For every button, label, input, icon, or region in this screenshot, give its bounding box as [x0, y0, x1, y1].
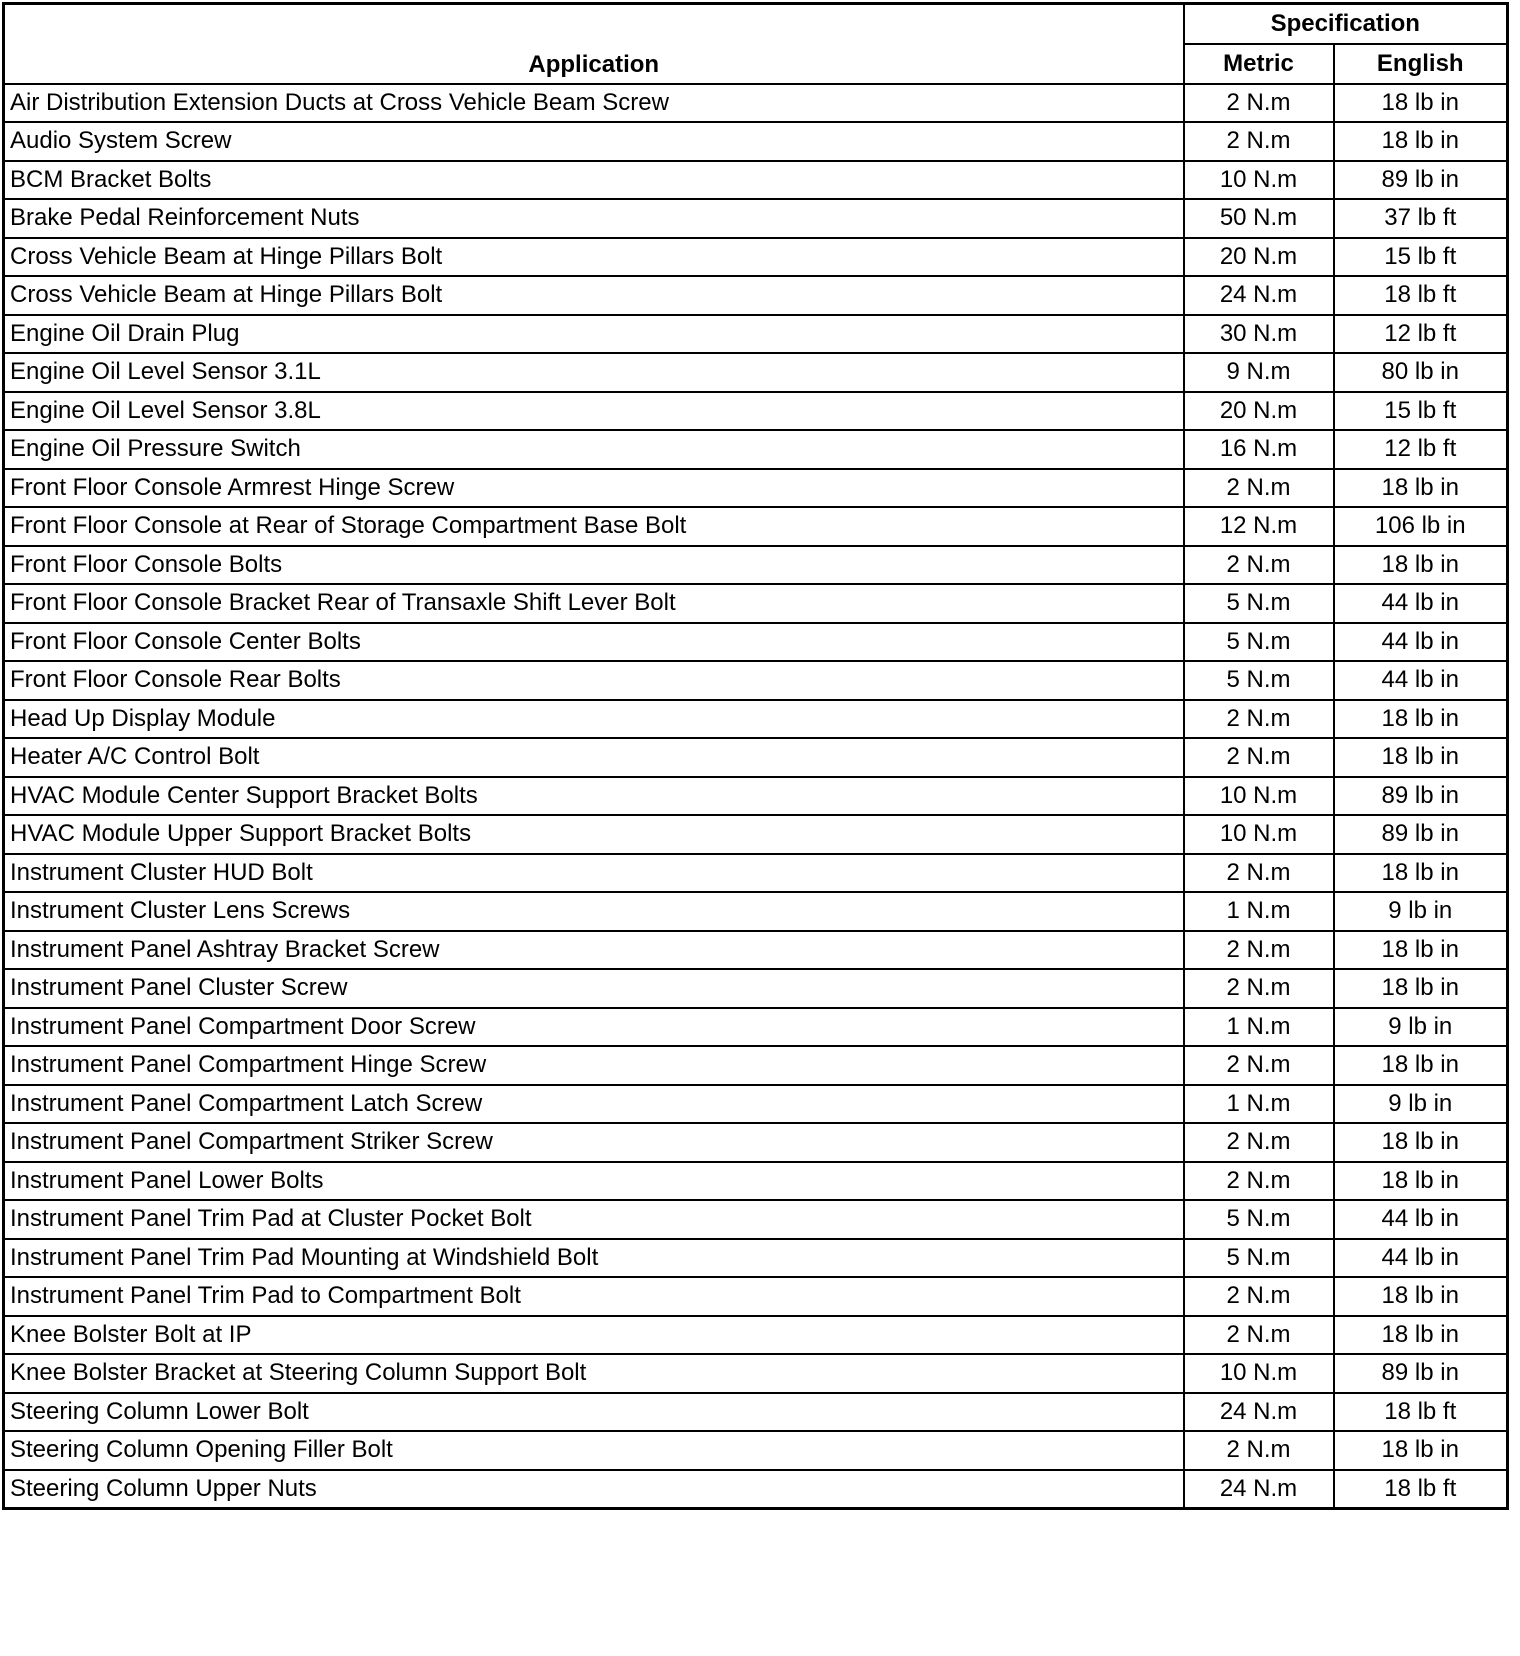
- cell-application: Instrument Panel Lower Bolts: [4, 1162, 1184, 1201]
- cell-metric: 20 N.m: [1184, 238, 1334, 277]
- table-row: [4, 1316, 1508, 1355]
- cell-metric: 24 N.m: [1184, 1393, 1334, 1432]
- cell-metric: 2 N.m: [1184, 738, 1334, 777]
- cell-metric: 10 N.m: [1184, 777, 1334, 816]
- cell-metric: 12 N.m: [1184, 507, 1334, 546]
- cell-english: 89 lb in: [1334, 815, 1508, 854]
- cell-metric: 2 N.m: [1184, 931, 1334, 970]
- cell-metric: 24 N.m: [1184, 276, 1334, 315]
- cell-english: 18 lb in: [1334, 1046, 1508, 1085]
- table-row: [4, 1085, 1508, 1124]
- table-row: [4, 199, 1508, 238]
- header-row-top: [4, 4, 1508, 44]
- cell-english: 9 lb in: [1334, 1085, 1508, 1124]
- table-row: [4, 507, 1508, 546]
- cell-english: 18 lb in: [1334, 700, 1508, 739]
- table-row: [4, 623, 1508, 662]
- cell-metric: 2 N.m: [1184, 1123, 1334, 1162]
- cell-metric: 2 N.m: [1184, 84, 1334, 123]
- cell-english: 89 lb in: [1334, 1354, 1508, 1393]
- table-row: [4, 161, 1508, 200]
- cell-metric: 2 N.m: [1184, 469, 1334, 508]
- table-row: [4, 584, 1508, 623]
- table-row: [4, 315, 1508, 354]
- cell-application: Instrument Panel Trim Pad at Cluster Pocket Bolt: [4, 1200, 1184, 1239]
- cell-english: 18 lb in: [1334, 1277, 1508, 1316]
- cell-english: 44 lb in: [1334, 623, 1508, 662]
- cell-metric: 10 N.m: [1184, 1354, 1334, 1393]
- cell-english: 18 lb in: [1334, 1123, 1508, 1162]
- cell-english: 44 lb in: [1334, 1200, 1508, 1239]
- cell-application: Instrument Panel Trim Pad to Compartment Bolt: [4, 1277, 1184, 1316]
- table-row: [4, 661, 1508, 700]
- cell-metric: 24 N.m: [1184, 1470, 1334, 1509]
- cell-english: 18 lb ft: [1334, 1470, 1508, 1509]
- header-metric: Metric: [1184, 44, 1334, 84]
- cell-metric: 1 N.m: [1184, 892, 1334, 931]
- cell-metric: 2 N.m: [1184, 1316, 1334, 1355]
- cell-metric: 2 N.m: [1184, 1162, 1334, 1201]
- cell-metric: 20 N.m: [1184, 392, 1334, 431]
- cell-metric: 2 N.m: [1184, 1277, 1334, 1316]
- cell-english: 18 lb in: [1334, 1162, 1508, 1201]
- cell-application: Instrument Cluster Lens Screws: [4, 892, 1184, 931]
- cell-application: Steering Column Upper Nuts: [4, 1470, 1184, 1509]
- cell-application: Front Floor Console Bracket Rear of Transaxle Shift Lever Bolt: [4, 584, 1184, 623]
- header-specification: Specification: [1184, 4, 1508, 44]
- cell-metric: 5 N.m: [1184, 661, 1334, 700]
- table-row: [4, 469, 1508, 508]
- cell-application: Front Floor Console Bolts: [4, 546, 1184, 585]
- cell-english: 18 lb in: [1334, 738, 1508, 777]
- cell-english: 18 lb in: [1334, 969, 1508, 1008]
- cell-application: Front Floor Console Rear Bolts: [4, 661, 1184, 700]
- cell-metric: 2 N.m: [1184, 1046, 1334, 1085]
- table-row: [4, 1008, 1508, 1047]
- cell-application: Instrument Panel Cluster Screw: [4, 969, 1184, 1008]
- cell-application: Front Floor Console Armrest Hinge Screw: [4, 469, 1184, 508]
- cell-application: Heater A/C Control Bolt: [4, 738, 1184, 777]
- table-body: [4, 84, 1508, 1509]
- cell-english: 18 lb ft: [1334, 1393, 1508, 1432]
- cell-application: Cross Vehicle Beam at Hinge Pillars Bolt: [4, 238, 1184, 277]
- cell-metric: 2 N.m: [1184, 700, 1334, 739]
- table-row: [4, 931, 1508, 970]
- table-row: [4, 1162, 1508, 1201]
- cell-application: Instrument Panel Compartment Latch Screw: [4, 1085, 1184, 1124]
- table-row: [4, 392, 1508, 431]
- cell-application: HVAC Module Center Support Bracket Bolts: [4, 777, 1184, 816]
- cell-english: 106 lb in: [1334, 507, 1508, 546]
- cell-application: Engine Oil Pressure Switch: [4, 430, 1184, 469]
- cell-english: 89 lb in: [1334, 777, 1508, 816]
- cell-application: Engine Oil Drain Plug: [4, 315, 1184, 354]
- cell-english: 18 lb in: [1334, 931, 1508, 970]
- cell-metric: 2 N.m: [1184, 546, 1334, 585]
- cell-english: 18 lb ft: [1334, 276, 1508, 315]
- cell-application: Steering Column Lower Bolt: [4, 1393, 1184, 1432]
- cell-english: 44 lb in: [1334, 584, 1508, 623]
- cell-metric: 9 N.m: [1184, 353, 1334, 392]
- cell-application: Engine Oil Level Sensor 3.8L: [4, 392, 1184, 431]
- table-row: [4, 1431, 1508, 1470]
- cell-english: 15 lb ft: [1334, 238, 1508, 277]
- cell-english: 89 lb in: [1334, 161, 1508, 200]
- cell-metric: 2 N.m: [1184, 854, 1334, 893]
- torque-spec-table: [2, 2, 1509, 1510]
- table-row: [4, 969, 1508, 1008]
- table-row: [4, 353, 1508, 392]
- cell-metric: 30 N.m: [1184, 315, 1334, 354]
- cell-metric: 2 N.m: [1184, 969, 1334, 1008]
- table-row: [4, 700, 1508, 739]
- cell-application: Front Floor Console Center Bolts: [4, 623, 1184, 662]
- cell-english: 12 lb ft: [1334, 315, 1508, 354]
- table-row: [4, 777, 1508, 816]
- cell-application: Air Distribution Extension Ducts at Cross Vehicle Beam Screw: [4, 84, 1184, 123]
- cell-english: 44 lb in: [1334, 661, 1508, 700]
- spec-sheet: [2, 2, 1506, 1510]
- table-row: [4, 84, 1508, 123]
- cell-english: 18 lb in: [1334, 1316, 1508, 1355]
- table-row: [4, 122, 1508, 161]
- cell-english: 80 lb in: [1334, 353, 1508, 392]
- cell-metric: 10 N.m: [1184, 161, 1334, 200]
- cell-application: Instrument Panel Ashtray Bracket Screw: [4, 931, 1184, 970]
- table-row: [4, 430, 1508, 469]
- cell-english: 18 lb in: [1334, 469, 1508, 508]
- cell-english: 18 lb in: [1334, 84, 1508, 123]
- cell-application: Instrument Panel Compartment Striker Screw: [4, 1123, 1184, 1162]
- cell-application: Knee Bolster Bracket at Steering Column Support Bolt: [4, 1354, 1184, 1393]
- table-header: [4, 4, 1508, 84]
- cell-application: Instrument Panel Compartment Hinge Screw: [4, 1046, 1184, 1085]
- cell-application: Head Up Display Module: [4, 700, 1184, 739]
- cell-english: 44 lb in: [1334, 1239, 1508, 1278]
- cell-application: Front Floor Console at Rear of Storage Compartment Base Bolt: [4, 507, 1184, 546]
- cell-application: HVAC Module Upper Support Bracket Bolts: [4, 815, 1184, 854]
- cell-application: Instrument Panel Trim Pad Mounting at Windshield Bolt: [4, 1239, 1184, 1278]
- cell-application: Engine Oil Level Sensor 3.1L: [4, 353, 1184, 392]
- table-row: [4, 1239, 1508, 1278]
- table-row: [4, 546, 1508, 585]
- cell-metric: 1 N.m: [1184, 1008, 1334, 1047]
- cell-metric: 2 N.m: [1184, 122, 1334, 161]
- cell-english: 18 lb in: [1334, 1431, 1508, 1470]
- table-row: [4, 1277, 1508, 1316]
- cell-metric: 16 N.m: [1184, 430, 1334, 469]
- cell-english: 12 lb ft: [1334, 430, 1508, 469]
- cell-metric: 1 N.m: [1184, 1085, 1334, 1124]
- table-row: [4, 854, 1508, 893]
- cell-application: Knee Bolster Bolt at IP: [4, 1316, 1184, 1355]
- table-row: [4, 1200, 1508, 1239]
- cell-application: BCM Bracket Bolts: [4, 161, 1184, 200]
- cell-metric: 2 N.m: [1184, 1431, 1334, 1470]
- cell-english: 9 lb in: [1334, 1008, 1508, 1047]
- cell-application: Brake Pedal Reinforcement Nuts: [4, 199, 1184, 238]
- cell-application: Steering Column Opening Filler Bolt: [4, 1431, 1184, 1470]
- header-application: Application: [4, 4, 1184, 84]
- cell-metric: 10 N.m: [1184, 815, 1334, 854]
- table-row: [4, 1046, 1508, 1085]
- table-row: [4, 738, 1508, 777]
- cell-english: 37 lb ft: [1334, 199, 1508, 238]
- cell-metric: 50 N.m: [1184, 199, 1334, 238]
- table-row: [4, 238, 1508, 277]
- table-row: [4, 815, 1508, 854]
- cell-metric: 5 N.m: [1184, 1239, 1334, 1278]
- table-row: [4, 892, 1508, 931]
- cell-english: 18 lb in: [1334, 854, 1508, 893]
- table-row: [4, 1354, 1508, 1393]
- cell-english: 18 lb in: [1334, 546, 1508, 585]
- table-row: [4, 276, 1508, 315]
- cell-english: 18 lb in: [1334, 122, 1508, 161]
- table-row: [4, 1393, 1508, 1432]
- cell-application: Audio System Screw: [4, 122, 1184, 161]
- cell-application: Cross Vehicle Beam at Hinge Pillars Bolt: [4, 276, 1184, 315]
- cell-metric: 5 N.m: [1184, 623, 1334, 662]
- cell-english: 15 lb ft: [1334, 392, 1508, 431]
- cell-application: Instrument Panel Compartment Door Screw: [4, 1008, 1184, 1047]
- cell-application: Instrument Cluster HUD Bolt: [4, 854, 1184, 893]
- cell-english: 9 lb in: [1334, 892, 1508, 931]
- table-row: [4, 1123, 1508, 1162]
- header-english: English: [1334, 44, 1508, 84]
- table-row: [4, 1470, 1508, 1509]
- cell-metric: 5 N.m: [1184, 584, 1334, 623]
- cell-metric: 5 N.m: [1184, 1200, 1334, 1239]
